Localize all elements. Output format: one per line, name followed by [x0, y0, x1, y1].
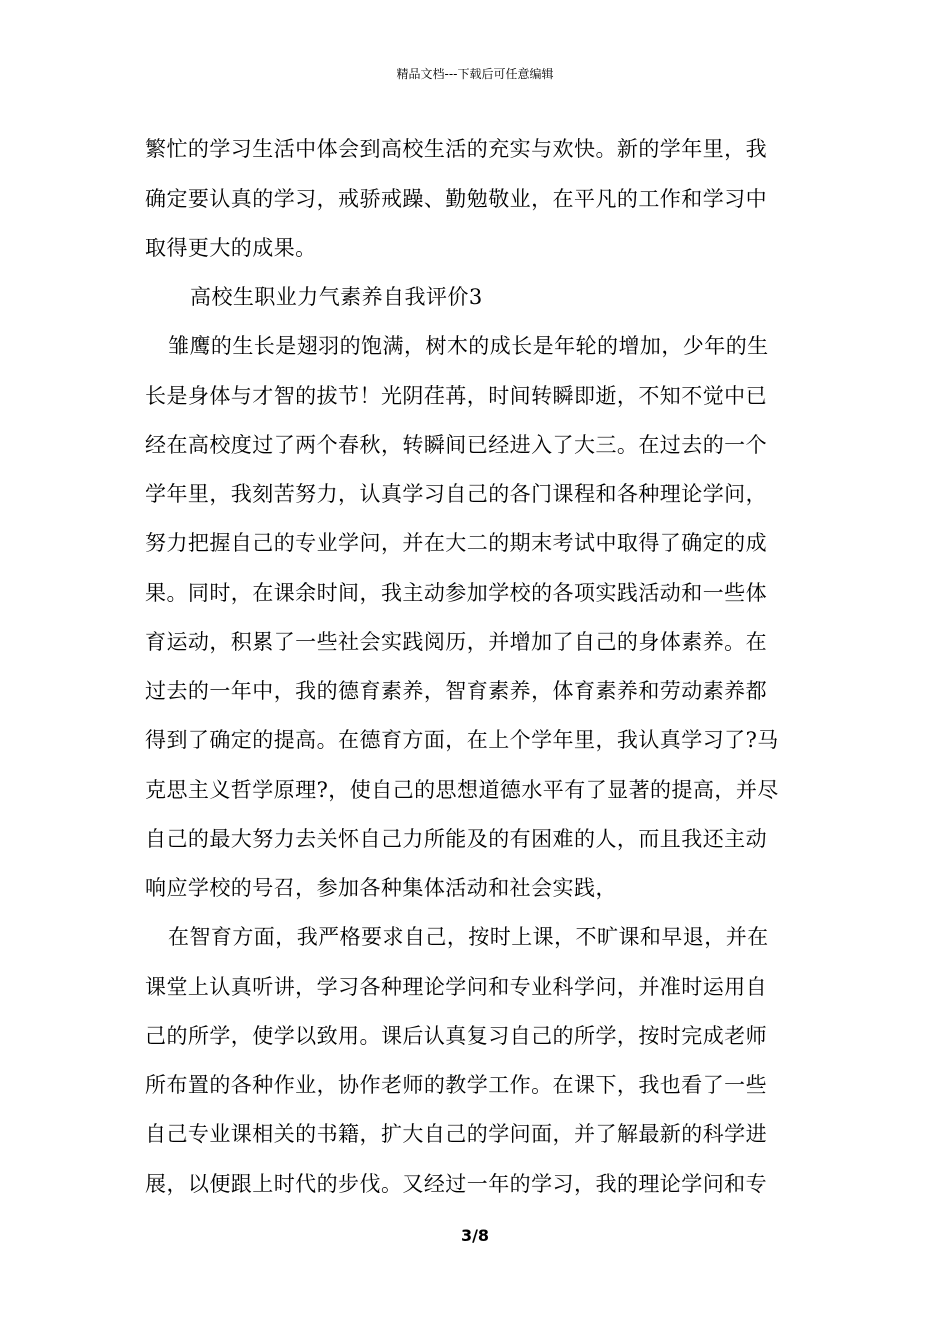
- body-line-21: 自己专业课相关的书籍，扩大自己的学问面，并了解最新的科学进: [145, 1122, 768, 1146]
- body-line-17: 在智育方面，我严格要求自己，按时上课，不旷课和早退，并在: [168, 925, 769, 949]
- body-line-3: 取得更大的成果。: [145, 236, 317, 260]
- body-line-1: 繁忙的学习生活中体会到高校生活的充实与欢快。新的学年里，我: [145, 137, 768, 161]
- body-line-19: 己的所学，使学以致用。课后认真复习自己的所学，按时完成老师: [145, 1024, 768, 1048]
- body-line-14: 克思主义哲学原理?，使自己的思想道德水平有了显著的提高，并尽: [145, 778, 779, 802]
- body-line-7: 经在高校度过了两个春秋，转瞬间已经进入了大三。在过去的一个: [145, 433, 768, 457]
- body-line-18: 课堂上认真听讲，学习各种理论学问和专业科学问，并准时运用自: [145, 975, 768, 999]
- body-line-8: 学年里，我刻苦努力，认真学习自己的各门课程和各种理论学问，: [145, 482, 768, 506]
- body-line-20: 所布置的各种作业，协作老师的教学工作。在课下，我也看了一些: [145, 1073, 768, 1097]
- section-heading: 高校生职业力气素养自我评价3: [190, 285, 483, 309]
- page-number: 3/8: [460, 1226, 490, 1245]
- page-header: 精品文档---下载后可任意编辑: [396, 67, 554, 81]
- body-line-2: 确定要认真的学习，戒骄戒躁、勤勉敬业，在平凡的工作和学习中: [145, 187, 768, 211]
- body-line-13: 得到了确定的提高。在德育方面，在上个学年里，我认真学习了?马: [145, 728, 779, 752]
- body-line-16: 响应学校的号召，参加各种集体活动和社会实践，: [145, 876, 617, 900]
- body-line-11: 育运动，积累了一些社会实践阅历，并增加了自己的身体素养。在: [145, 630, 768, 654]
- body-line-9: 努力把握自己的专业学问，并在大二的期末考试中取得了确定的成: [145, 531, 768, 555]
- body-line-12: 过去的一年中，我的德育素养，智育素养，体育素养和劳动素养都: [145, 679, 768, 703]
- body-line-22: 展，以便跟上时代的步伐。又经过一年的学习，我的理论学问和专: [145, 1172, 768, 1196]
- body-line-15: 自己的最大努力去关怀自己力所能及的有困难的人，而且我还主动: [145, 827, 768, 851]
- body-line-10: 果。同时，在课余时间，我主动参加学校的各项实践活动和一些体: [145, 581, 768, 605]
- body-line-5: 雏鹰的生长是翅羽的饱满，树木的成长是年轮的增加，少年的生: [168, 334, 769, 358]
- body-line-6: 长是身体与才智的拔节！光阴荏苒，时间转瞬即逝，不知不觉中已: [145, 384, 768, 408]
